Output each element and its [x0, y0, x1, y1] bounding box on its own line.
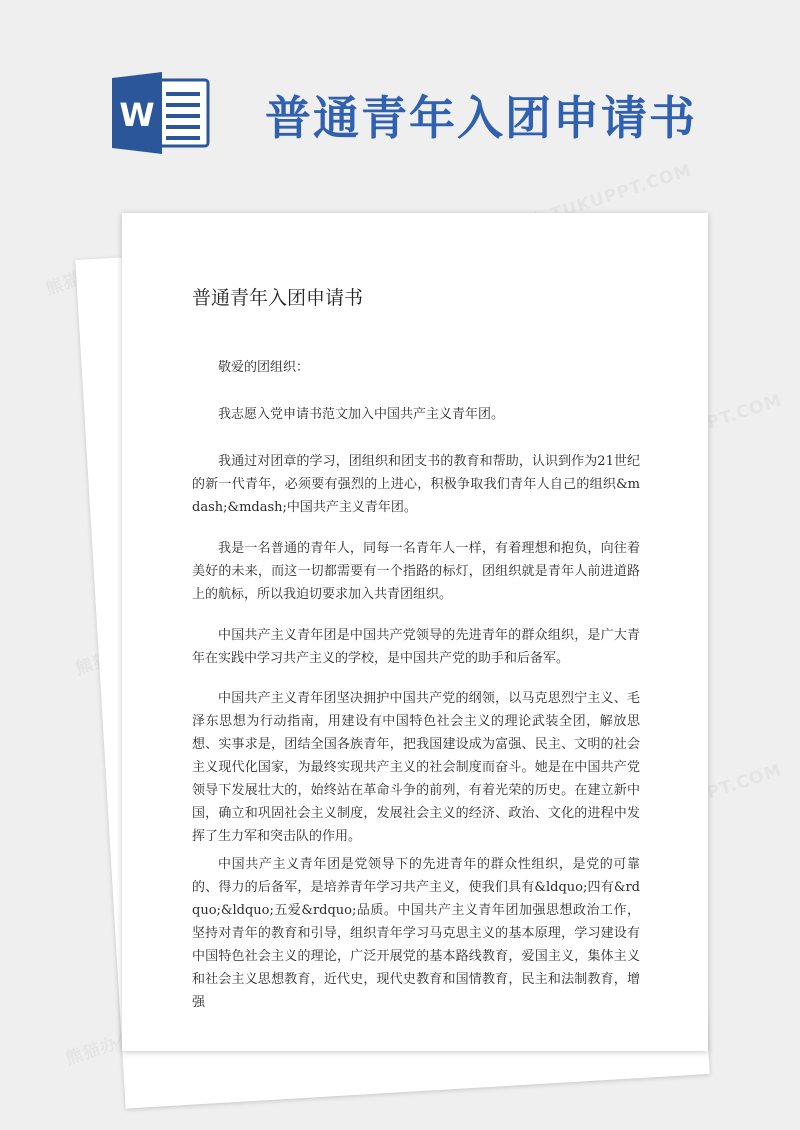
word-document-icon: [112, 72, 212, 154]
document-title: 普通青年入团申请书: [192, 287, 364, 309]
salutation: 敬爱的团组织：: [218, 360, 310, 375]
paragraph-5: 中国共产主义青年团坚决拥护中国共产党的纲领，以马克思烈宁主义、毛泽东思想为行动指南，用建设有中国特色社会主义的理论武装全团，解放思想、实事求是，团结全国各族青年，把我国建设成为富强、民主、文明的社会主义现代化国家，为最终实现共产主义的社会制度而奋斗。她是在中国共产党领导下发展壮大的，始终站在革命斗争的前列，有着光荣的历史。在建立新中国，确立和巩固社会主义制度，发展社会主义的经济、政治、文化的进程中发挥了生力军和突击队的作用。: [192, 691, 640, 844]
paragraph-6: 中国共产主义青年团是党领导下的先进青年的群众性组织，是党的可靠的、得力的后备军，是培养青年学习共产主义，使我们具有&ldquo;四有&rdquo;&ldquo;五爱&rdquo;品质。中国共产主义青年团加强思想政治工作，坚持对青年的教育和引导，组织青年学习马克思主义的基本原理，学习建设有中国特色社会主义的理论，广泛开展党的基本路线教育，爱国主义，集体主义和社会主义思想教育，近代史，现代史教育和国情教育，民主和法制教育，增强: [192, 857, 640, 1010]
paragraph-4: 中国共产主义青年团是中国共产党领导的先进青年的群众组织，是广大青年在实践中学习共产主义的学校，是中国共产党的助手和后备军。: [192, 628, 640, 666]
header-title: 普通青年入团申请书: [265, 91, 697, 145]
word-icon-letter: W: [119, 96, 155, 134]
paragraph-3: 我是一名普通的青年人，同每一名青年人一样，有着理想和抱负，向往着美好的未来，而这一切都需要有一个指路的标灯，团组织就是青年人前进道路上的航标，所以我迫切要求加入共青团组织。: [192, 541, 640, 602]
paragraph-1: 我志愿入党申请书范文加入中国共产主义青年团。: [218, 407, 505, 422]
paragraph-2: 我通过对团章的学习，团组织和团支书的教育和帮助，认识到作为21世纪的新一代青年，必须要有强烈的上进心，积极争取我们青年人自己的组织&mdash;&mdash;中国共产主义青年团。: [192, 454, 640, 515]
